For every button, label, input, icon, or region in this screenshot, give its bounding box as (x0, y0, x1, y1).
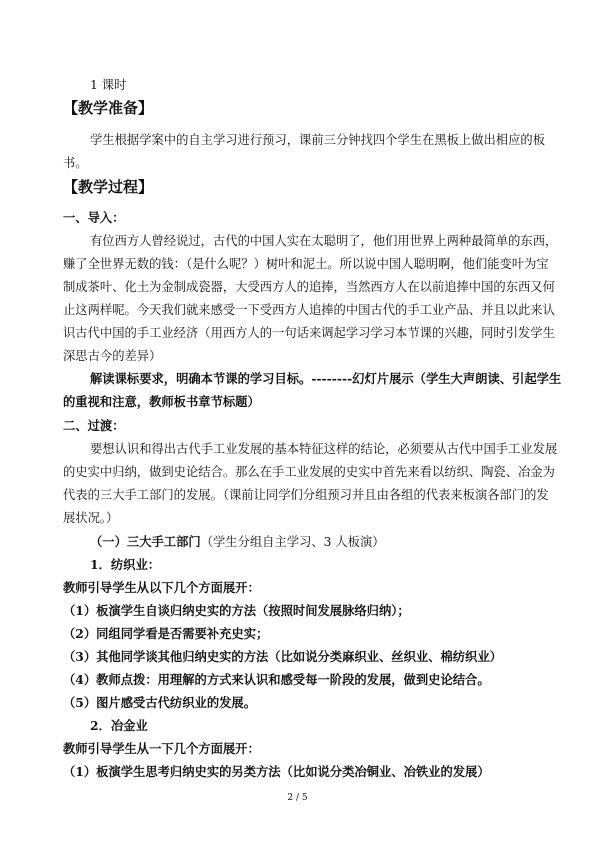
transition-line-3: 代表的三大手工部门的发展。（课前让同学们分组预习并且由各组的代表来板演各部门的发 (63, 488, 549, 502)
intro-bold-line-1: 解读课标要求，明确本节课的学习目标。--------幻灯片展示（学生大声朗读、引起学生 (90, 371, 562, 386)
transition-line-4: 展状况。） (63, 511, 119, 525)
intro-title: 一、导入： (63, 210, 125, 225)
intro-line-1: 有位西方人曾经说过，古代的中国人实在太聪明了，他们用世界上两种最简单的东西， (90, 234, 558, 248)
prep-line-2: 书。 (63, 156, 88, 170)
textile-item-3: （3）其他同学谈其他归纳史实的方法（比如说分类麻织业、丝织业、棉纺织业） (63, 649, 502, 664)
lesson-hours: 1 课时 (90, 78, 127, 92)
prep-heading: 【教学准备】 (63, 99, 154, 117)
intro-bold-line-2: 的重视和注意，教师板书章节标题） (63, 394, 260, 409)
textile-guide: 教师引导学生从以下几个方面展开： (63, 580, 260, 595)
prep-line-1: 学生根据学案中的自主学习进行预习，课前三分钟找四个学生在黑板上做出相应的板 (90, 133, 545, 147)
section1-title-main: （一）三大手工部门 (90, 534, 201, 549)
metallurgy-title: 2．冶金业 (90, 718, 148, 733)
textile-item-5: （5）图片感受古代纺织业的发展。 (63, 695, 257, 710)
textile-item-1: （1）板演学生自谈归纳史实的方法（按照时间发展脉络归纳）； (63, 603, 410, 618)
metallurgy-item-1: （1）板演学生思考归纳史实的另类方法（比如说分类冶铜业、冶铁业的发展） (63, 764, 490, 779)
intro-line-4: 止这两样呢。今天我们就来感受一下受西方人追捧的中国古代的手工业产品、并且以此来认 (63, 303, 555, 317)
page-number: 2 / 5 (287, 793, 308, 803)
process-heading: 【教学过程】 (63, 178, 154, 196)
transition-title: 二、过渡： (63, 418, 125, 433)
intro-line-6: 深思古今的差异） (63, 349, 162, 363)
textile-item-2: （2）同组同学看是否需要补充史实； (63, 626, 269, 641)
section1-title-note: （学生分组自主学习、3 人板演） (200, 535, 385, 549)
intro-line-5: 识古代中国的手工业经济（用西方人的一句话来调起学习学习本节课的兴趣，同时引发学生 (63, 326, 555, 340)
transition-line-2: 的史实中归纳，做到史论结合。那么在手工业发展的史实中首先来看以纺织、陶瓷、冶金为 (63, 465, 555, 479)
metallurgy-guide: 教师引导学生从一下几个方面展开： (63, 741, 260, 756)
intro-line-2: 赚了全世界无数的钱：（是什么呢？）树叶和泥土。所以说中国人聪明啊，他们能变叶为宝 (63, 257, 549, 271)
textile-item-4: （4）教师点拨：用理解的方式来认识和感受每一阶段的发展，做到史论结合。 (63, 672, 490, 687)
transition-line-1: 要想认识和得出古代手工业发展的基本特征这样的结论，必须要从古代中国手工业发展 (90, 442, 558, 456)
intro-line-3: 制成茶叶、化土为金制成瓷器，大受西方人的追捧，当然西方人在以前追捧中国的东西又何 (63, 280, 555, 294)
textile-title: 1．纺织业： (90, 557, 161, 572)
section1-title (90, 534, 385, 550)
